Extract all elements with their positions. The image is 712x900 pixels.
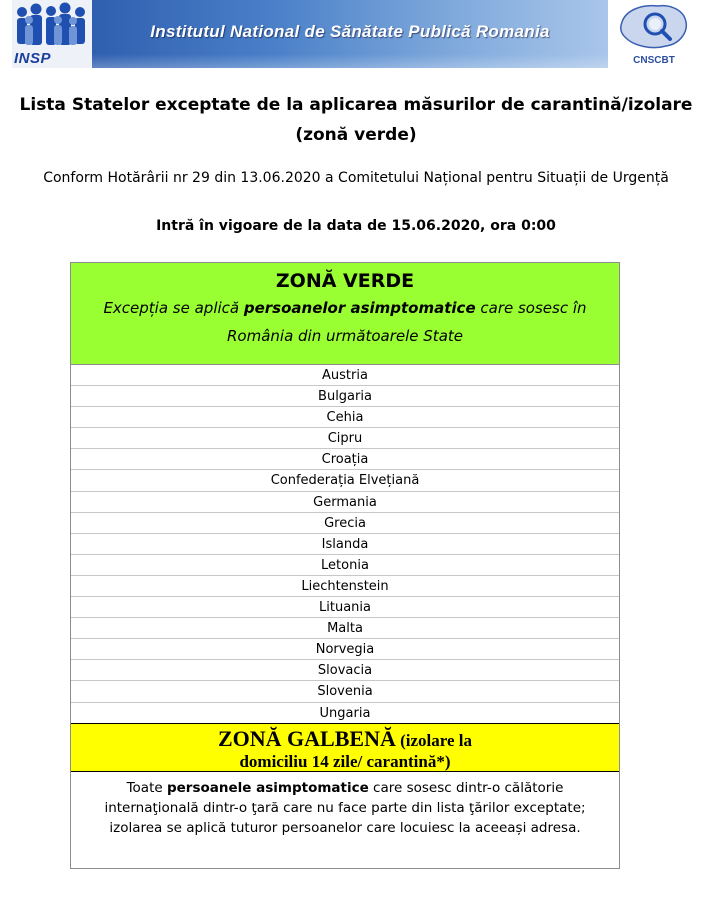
yellow-zone-title-line-2: domiciliu 14 zile/ carantină*) (239, 751, 451, 771)
banner-bar (92, 0, 608, 68)
people-silhouette-icon (12, 0, 92, 52)
document-subtitle: Conform Hotărârii nr 29 din 13.06.2020 a Comitetului Național pentru Situații de Urgență (43, 170, 669, 186)
country-row: Grecia (71, 513, 619, 534)
country-row: Islanda (71, 534, 619, 555)
cnscbt-logo (608, 0, 700, 68)
green-zone-title: ZONĂ VERDE (275, 270, 415, 292)
green-zone-description (71, 294, 619, 350)
document-title-line-2: (zonă verde) (295, 125, 417, 145)
country-row: Bulgaria (71, 386, 619, 407)
yellow-zone-title-main: ZONĂ GALBENĂ (217, 725, 396, 751)
header-banner (12, 0, 700, 68)
yellow-zone-header (71, 724, 619, 772)
yellow-zone-body-bold: persoanele asimptomatice (166, 779, 369, 796)
country-row: Slovacia (71, 660, 619, 681)
country-row: Lituania (71, 597, 619, 618)
green-zone-desc-bold: persoanelor asimptomatice (243, 299, 476, 317)
country-row: Liechtenstein (71, 576, 619, 597)
cnscbt-logo-text: CNSCBT (633, 55, 675, 66)
country-row: Letonia (71, 555, 619, 576)
green-zone-header (71, 263, 619, 365)
banner-title: Institutul National de Sănătate Publică Romania (150, 22, 550, 41)
country-row: Cipru (71, 428, 619, 449)
country-row: Slovenia (71, 681, 619, 702)
country-list (71, 365, 619, 724)
zone-table (70, 262, 620, 869)
country-row: Germania (71, 492, 619, 513)
country-row: Norvegia (71, 639, 619, 660)
yellow-zone-body-pre: Toate (126, 779, 167, 796)
country-row: Malta (71, 618, 619, 639)
country-row: Cehia (71, 407, 619, 428)
yellow-zone-body-post: care sosesc dintr-o călătorie internaţională dintr-o ţară care nu face parte din lista ţărilor exceptate; izolarea se aplică tuturor persoanelor care locuiesc la aceeași adresa. (104, 779, 586, 836)
effective-date: Intră în vigoare de la data de 15.06.2020, ora 0:00 (156, 218, 556, 234)
green-zone-desc-pre: Excepția se aplică (103, 299, 244, 317)
yellow-zone-title (71, 725, 619, 752)
document-title-line-1: Lista Statelor exceptate de la aplicarea măsurilor de carantină/izolare (19, 95, 693, 115)
country-row: Austria (71, 365, 619, 386)
document-title (0, 90, 712, 150)
insp-logo-text: INSP (14, 50, 52, 67)
green-zone-desc-line-2: România din următoarele State (227, 327, 463, 345)
insp-logo (12, 0, 92, 68)
romania-map-icon (608, 0, 700, 54)
yellow-zone-title-suffix: (izolare la (395, 730, 473, 750)
green-zone-desc-post: care sosesc în (475, 299, 587, 317)
country-row: Croația (71, 449, 619, 470)
yellow-zone-description (71, 772, 619, 868)
country-row: Confederația Elvețiană (71, 470, 619, 491)
country-row: Ungaria (71, 703, 619, 724)
